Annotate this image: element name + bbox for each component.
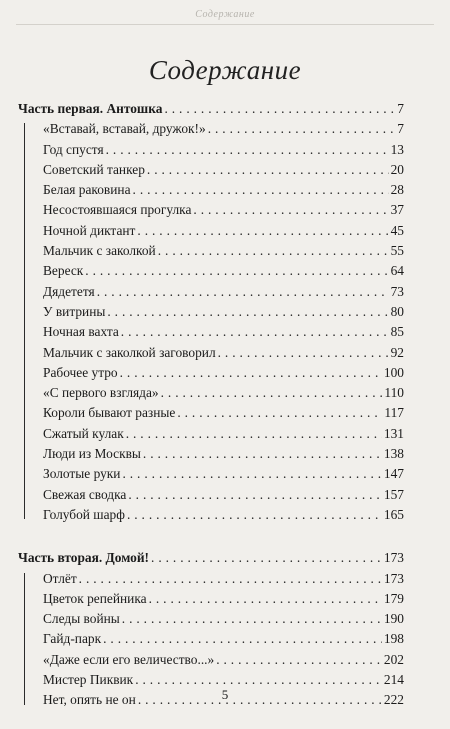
toc-entry	[43, 200, 404, 220]
dot-leader	[121, 322, 389, 342]
entry-title: Мистер Пиквик	[43, 672, 134, 688]
dot-leader	[164, 99, 395, 119]
toc-entry	[43, 609, 404, 629]
dot-leader	[103, 629, 382, 649]
dot-leader	[147, 160, 389, 180]
entry-title: Голубой шарф	[43, 506, 125, 522]
entry-title: Советский танкер	[43, 161, 145, 177]
entry-title: Следы войны	[43, 611, 120, 627]
dot-leader	[137, 221, 388, 241]
toc-entry	[43, 485, 404, 505]
toc-entry	[43, 160, 404, 180]
dot-leader	[126, 424, 382, 444]
dot-leader	[128, 485, 382, 505]
page-number: 20	[390, 161, 404, 177]
page-number: 13	[390, 141, 404, 157]
page-number: 202	[383, 651, 404, 667]
entry-title: Короли бывают разные	[43, 405, 176, 421]
dot-leader	[177, 403, 382, 423]
toc-entry	[43, 383, 404, 403]
page-folio: 5	[221, 687, 229, 702]
page-number: 110	[384, 385, 404, 401]
page-number: 157	[383, 486, 404, 502]
toc-part-1	[18, 99, 404, 119]
page-number: 100	[383, 364, 404, 380]
toc-entry	[43, 261, 404, 281]
dot-leader	[122, 464, 381, 484]
page-number: 165	[383, 506, 404, 522]
header-rule	[16, 24, 434, 25]
toc-entry	[43, 505, 404, 525]
dot-leader	[149, 589, 382, 609]
page-number: 179	[383, 590, 404, 606]
entry-title: Белая раковина	[43, 182, 131, 198]
toc-entry	[43, 424, 404, 444]
page-title: Содержание	[148, 55, 302, 85]
page-number: 73	[390, 283, 404, 299]
dot-leader	[122, 609, 382, 629]
dot-leader	[120, 363, 382, 383]
toc-entry	[43, 119, 404, 139]
page-number: 117	[384, 405, 404, 421]
toc-entry	[43, 140, 404, 160]
toc-entry	[43, 444, 404, 464]
toc-entry	[43, 363, 404, 383]
page-number: 80	[390, 303, 404, 319]
entry-title: Гайд-парк	[43, 631, 102, 647]
toc-entry	[43, 221, 404, 241]
dot-leader	[127, 505, 382, 525]
page-number: 131	[383, 425, 404, 441]
page-number: 7	[397, 121, 404, 137]
dot-leader	[193, 200, 388, 220]
toc-entry	[43, 302, 404, 322]
entry-title: Дядететя	[43, 283, 95, 299]
dot-leader	[107, 302, 388, 322]
dot-leader	[106, 140, 389, 160]
running-head: Содержание	[195, 9, 255, 20]
entry-title: Отлёт	[43, 570, 77, 586]
part-spacer	[18, 525, 404, 548]
toc-part-2	[18, 548, 404, 568]
entry-title: Сжатый кулак	[43, 425, 124, 441]
page-number: 173	[383, 570, 404, 586]
page-number: 85	[390, 324, 404, 340]
entry-title: Свежая сводка	[43, 486, 127, 502]
toc-entry	[43, 589, 404, 609]
entry-title: Мальчик с заколкой	[43, 243, 156, 259]
dot-leader	[151, 548, 382, 568]
dot-leader	[158, 241, 389, 261]
page-number: 7	[397, 101, 404, 116]
entry-title: Нет, опять не он	[43, 692, 136, 708]
entry-title: Мальчик с заколкой заговорил	[43, 344, 216, 360]
entry-title: Несостоявшаяся прогулка	[43, 202, 192, 218]
toc-entry	[43, 180, 404, 200]
page-number: 190	[383, 611, 404, 627]
page-number: 147	[383, 466, 404, 482]
entry-title: «Даже если его величество...»	[43, 651, 215, 667]
dot-leader	[161, 383, 383, 403]
entry-title: Ночная вахта	[43, 324, 119, 340]
page-number: 64	[390, 263, 404, 279]
toc-entry	[43, 322, 404, 342]
toc-entry	[43, 282, 404, 302]
toc-entry	[43, 241, 404, 261]
toc-entry	[43, 403, 404, 423]
dot-leader	[79, 569, 382, 589]
page-number: 198	[383, 631, 404, 647]
entry-title: Люди из Москвы	[43, 446, 141, 462]
part-title: Часть первая. Антошка	[18, 101, 163, 116]
entry-title: «Вставай, вставай, дружок!»	[43, 121, 206, 137]
dot-leader	[85, 261, 388, 281]
page-number: 28	[390, 182, 404, 198]
dot-leader	[216, 650, 382, 670]
page-number: 45	[390, 222, 404, 238]
entry-title: Рабочее утро	[43, 364, 118, 380]
dot-leader	[218, 343, 389, 363]
dot-leader	[143, 444, 382, 464]
dot-leader	[97, 282, 389, 302]
toc-entry	[43, 464, 404, 484]
entry-title: «С первого взгляда»	[43, 385, 159, 401]
part-title: Часть вторая. Домой!	[18, 550, 150, 566]
page-number: 138	[383, 446, 404, 462]
dot-leader	[208, 119, 396, 139]
page-number: 55	[390, 243, 404, 259]
toc-entry	[43, 629, 404, 649]
page-number: 92	[390, 344, 404, 360]
entry-title: Год спустя	[43, 141, 104, 157]
entry-title: Ночной диктант	[43, 222, 136, 238]
entry-title: Золотые руки	[43, 466, 121, 482]
page-number: 173	[383, 550, 404, 566]
dot-leader	[133, 180, 389, 200]
page-number: 222	[383, 692, 404, 708]
toc-entry	[43, 650, 404, 670]
page-number: 214	[383, 672, 404, 688]
table-of-contents	[18, 99, 404, 711]
chapter-list	[18, 119, 404, 525]
toc-entry	[43, 343, 404, 363]
toc-entry	[43, 569, 404, 589]
entry-title: У витрины	[43, 303, 106, 319]
page-number: 37	[390, 202, 404, 218]
entry-title: Цветок репейника	[43, 590, 147, 606]
entry-title: Вереск	[43, 263, 84, 279]
